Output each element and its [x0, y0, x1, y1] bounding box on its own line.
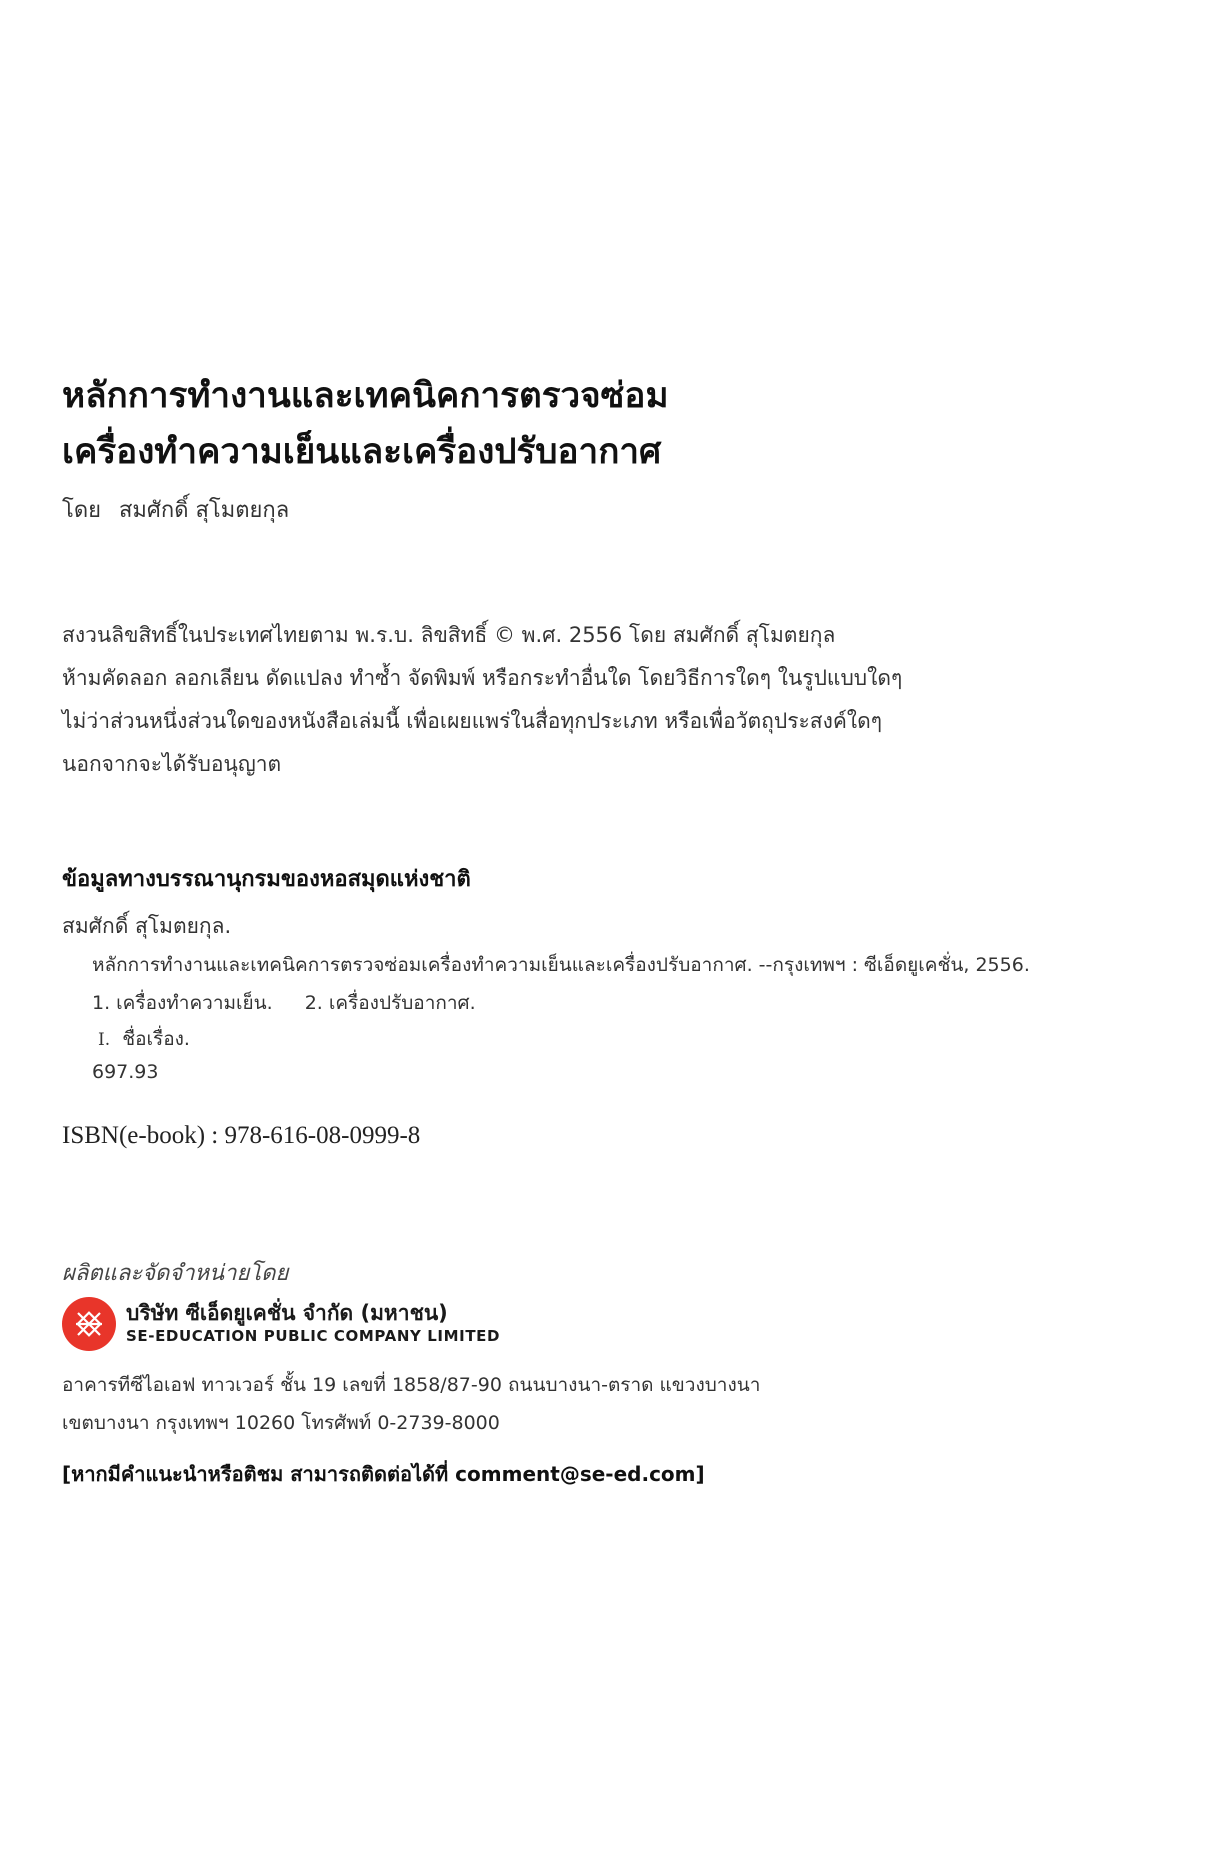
book-title: [62, 368, 669, 480]
address-line: อาคารทีซีไอเอฟ ทาวเวอร์ ชั้น 19 เลขที่ 1858/87-90 ถนนบางนา-ตราด แขวงบางนา: [62, 1374, 761, 1396]
copyright-line: นอกจากจะได้รับอนุญาต: [62, 752, 282, 776]
copyright-line: ห้ามคัดลอก ลอกเลียน ดัดแปลง ทำซ้ำ จัดพิมพ์ หรือกระทำอื่นใด โดยวิธีการใดๆ ในรูปแบบใดๆ: [62, 666, 903, 690]
publisher-logo-block: [62, 1295, 622, 1353]
publisher-name-thai: บริษัท ซีเอ็ดยูเคชั่น จำกัด (มหาชน): [126, 1301, 448, 1325]
cip-subject-1: 1. เครื่องทำความเย็น.: [92, 992, 273, 1014]
copyright-line: สงวนลิขสิทธิ์ในประเทศไทยตาม พ.ร.บ. ลิขสิทธิ์ © พ.ศ. 2556 โดย สมศักดิ์ สุโมตยกุล: [62, 623, 836, 647]
publisher-name-english: SE-EDUCATION PUBLIC COMPANY LIMITED: [126, 1327, 501, 1345]
cip-subjects: [92, 988, 476, 1018]
address-line: เขตบางนา กรุงเทพฯ 10260 โทรศัพท์ 0-2739-8000: [62, 1412, 500, 1434]
se-ed-logo-icon: [62, 1297, 116, 1351]
isbn: ISBN(e-book) : 978-616-08-0999-8: [62, 1122, 421, 1149]
cip-title-entry: [98, 1024, 190, 1054]
author-line: [62, 492, 289, 527]
cip-description: หลักการทำงานและเทคนิคการตรวจซ่อมเครื่องทำความเย็นและเครื่องปรับอากาศ. --กรุงเทพฯ : ซีเอ็ดยูเคชั่น, 2556.: [92, 954, 1030, 976]
author-name: สมศักดิ์ สุโมตยกุล: [119, 498, 290, 523]
cip-classification: 697.93: [92, 1061, 159, 1083]
cip-title-entry-text: ชื่อเรื่อง.: [122, 1028, 190, 1050]
produced-by-label: ผลิตและจัดจำหน่ายโดย: [62, 1261, 289, 1286]
cip-subject-2: 2. เครื่องปรับอากาศ.: [304, 992, 476, 1014]
cip-author: สมศักดิ์ สุโมตยกุล.: [62, 914, 232, 938]
publisher-address: [62, 1366, 760, 1442]
copyright-line: ไม่ว่าส่วนหนึ่งส่วนใดของหนังสือเล่มนี้ เพื่อเผยแพร่ในสื่อทุกประเภท หรือเพื่อวัตถุประสงค์ใดๆ: [62, 709, 883, 733]
cip-heading: ข้อมูลทางบรรณานุกรมของหอสมุดแห่งชาติ: [62, 866, 471, 892]
book-title-line-2: เครื่องทำความเย็นและเครื่องปรับอากาศ: [62, 432, 662, 472]
cip-title-entry-number: I.: [98, 1030, 111, 1050]
feedback-contact: [หากมีคำแนะนำหรือติชม สามารถติดต่อได้ที่ comment@se-ed.com]: [62, 1462, 705, 1486]
book-title-line-1: หลักการทำงานและเทคนิคการตรวจซ่อม: [62, 376, 669, 416]
copyright-notice: [62, 614, 902, 786]
author-prefix: โดย: [62, 498, 101, 523]
